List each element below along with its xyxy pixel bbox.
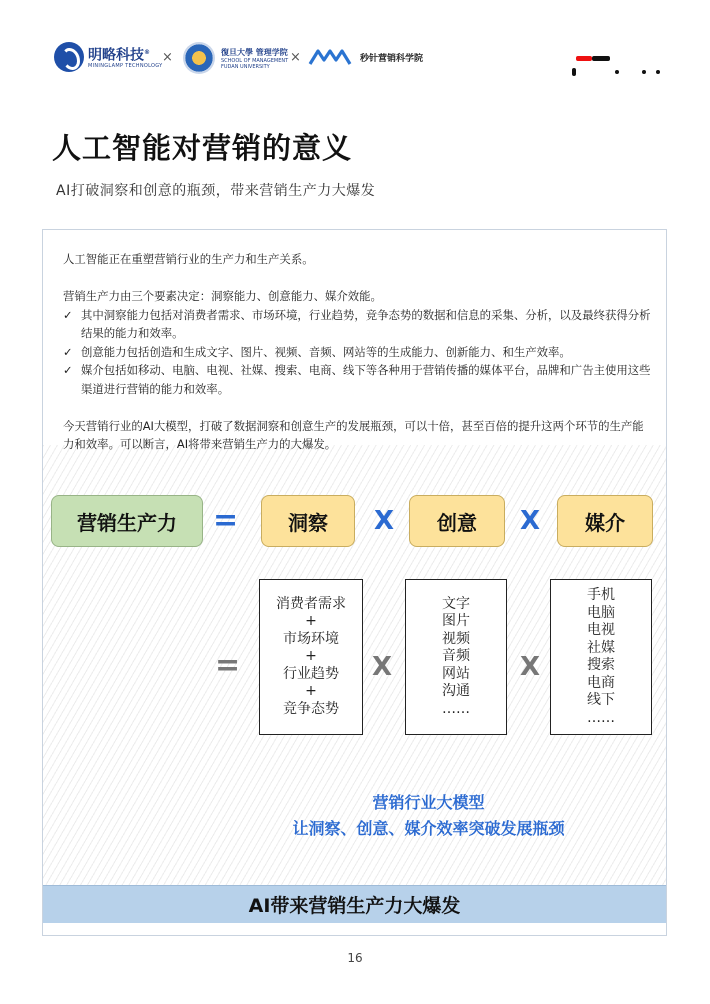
media-item: …… — [587, 709, 615, 726]
content-panel — [42, 229, 667, 936]
times-sign: X — [520, 652, 541, 682]
logo-mininglamp-name: 明略科技® — [88, 47, 150, 64]
creative-detail-box — [405, 579, 507, 735]
creative-item: 视频 — [442, 630, 470, 647]
equals-sign: = — [213, 503, 239, 538]
fudan-seal-icon — [183, 42, 215, 74]
insight-detail-box — [259, 579, 363, 735]
insight-item: 行业趋势 — [283, 665, 339, 682]
logo-fudan-cn: 復旦大學 管理学院 — [221, 47, 288, 57]
header-logos — [50, 40, 670, 80]
check-icon: ✓ — [63, 363, 73, 377]
plus-sign: + — [305, 613, 317, 630]
decorative-marks — [560, 50, 670, 80]
creative-item: 图片 — [442, 613, 470, 630]
times-separator: × — [290, 50, 301, 65]
insight-item: 消费者需求 — [276, 595, 346, 612]
media-chip: 媒介 — [557, 495, 653, 547]
logo-fudan-en1: SCHOOL OF MANAGEMENT — [221, 57, 289, 64]
bullet-creative-text: 创意能力包括创造和生成文字、图片、视频、音频、网站等的生成能力、创新能力、和生产效率。 — [81, 344, 571, 359]
bullet-creative — [63, 343, 653, 362]
marketing-productivity-chip: 营销生产力 — [51, 495, 203, 547]
conclusion-paragraph: 今天营销行业的AI大模型，打破了数据洞察和创意生产的发展瓶颈，可以十倍，甚至百倍的提升这两个环节的生产能力和效率。可以断言，AI将带来营销生产力的大爆发。 — [63, 418, 644, 451]
media-item: 手机 — [587, 587, 615, 603]
media-item: 搜索 — [587, 657, 615, 673]
intro-paragraph: 人工智能正在重塑营销行业的生产力和生产关系。 — [63, 252, 314, 266]
media-item: 线下 — [587, 692, 615, 708]
mininglamp-logo-icon — [54, 42, 84, 72]
logo-mininglamp — [54, 42, 163, 72]
plus-sign: + — [305, 648, 317, 665]
creative-item: 文字 — [442, 595, 470, 612]
logo-fudan — [183, 42, 288, 74]
times-sign: X — [520, 506, 541, 536]
media-item: 电脑 — [587, 604, 615, 621]
insight-item: 竞争态势 — [283, 700, 339, 717]
logo-miaozhen — [308, 48, 423, 66]
logo-fudan-en2: FUDAN UNIVERSITY — [221, 63, 270, 70]
insight-item: 市场环境 — [283, 630, 339, 647]
media-item: 电商 — [587, 674, 615, 691]
times-sign: X — [372, 652, 393, 682]
check-icon: ✓ — [63, 344, 73, 359]
check-icon: ✓ — [63, 307, 73, 322]
page-subtitle: AI打破洞察和创意的瓶颈，带来营销生产力大爆发 — [56, 183, 376, 199]
media-detail-box — [550, 579, 652, 735]
bullet-insight-text: 其中洞察能力包括对消费者需求、市场环境，行业趋势，竞争态势的数据和信息的采集、分析，以及最终获得分析结果的能力和效率。 — [81, 307, 651, 340]
media-item: 社媒 — [587, 639, 615, 656]
insight-chip: 洞察 — [261, 495, 355, 547]
bullet-media — [63, 361, 653, 398]
creative-chip: 创意 — [409, 495, 505, 547]
bullet-insight — [63, 306, 653, 343]
creative-item: 音频 — [442, 648, 470, 665]
page-title: 人工智能对营销的意义 — [52, 131, 353, 165]
summary-banner: AI带来营销生产力大爆发 — [43, 885, 666, 923]
logo-mininglamp-sub: MININGLAMP TECHNOLOGY — [88, 63, 163, 70]
creative-item: 沟通 — [442, 683, 470, 700]
creative-item: …… — [442, 700, 470, 717]
logo-miaozhen-name: 秒针营销科学院 — [360, 53, 424, 64]
times-separator: × — [162, 50, 173, 65]
caption-line1: 营销行业大模型 — [372, 793, 485, 812]
page-number: 16 — [347, 951, 363, 965]
creative-item: 网站 — [442, 665, 470, 682]
media-item: 电视 — [587, 622, 615, 638]
plus-sign: + — [305, 683, 317, 700]
caption-line2: 让洞察、创意、媒介效率突破发展瓶颈 — [292, 819, 565, 838]
equals-sign: = — [215, 648, 241, 683]
times-sign: X — [374, 506, 395, 536]
factors-lead: 营销生产力由三个要素决定：洞察能力、创意能力、媒介效能。 — [63, 289, 382, 303]
bullet-media-text: 媒介包括如移动、电脑、电视、社媒、搜索、电商、线下等各种用于营销传播的媒体平台，品牌和广告主使用这些渠道进行营销的能力和效率。 — [81, 363, 651, 396]
miaozhen-logo-icon — [308, 48, 352, 66]
body-text — [63, 250, 653, 454]
